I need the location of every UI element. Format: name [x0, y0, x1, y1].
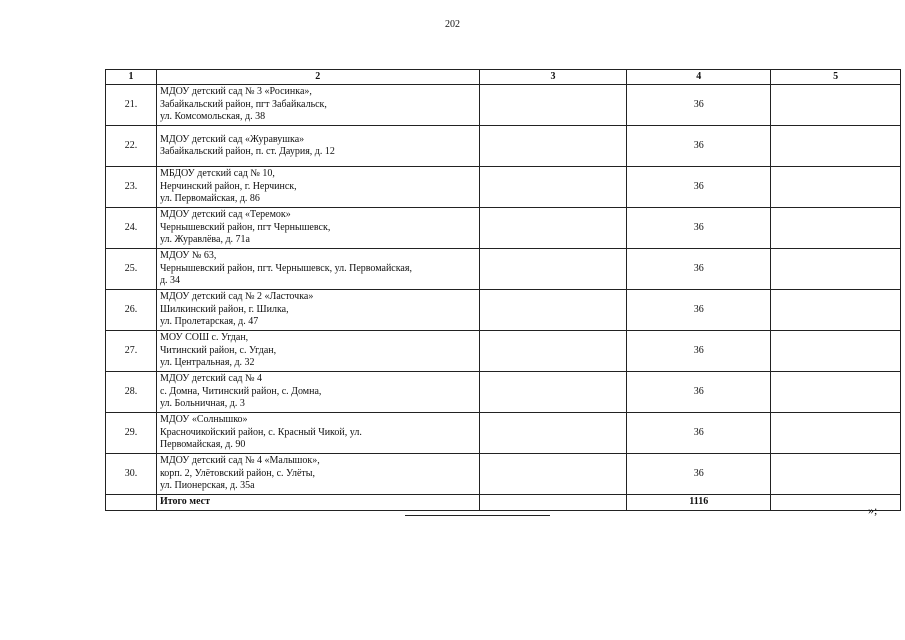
institution-line: Чернышевский район, пгт Чернышевск,: [159, 221, 331, 233]
table-row: [106, 290, 901, 331]
institution-line: ул. Больничная, д. 3: [159, 398, 245, 410]
places-count: 36: [627, 167, 771, 208]
col5-cell: [771, 372, 901, 413]
places-count: 36: [627, 454, 771, 495]
row-number: 23.: [106, 167, 157, 208]
institution-line: Красночикойский район, с. Красный Чикой, ул.: [159, 426, 362, 438]
col3-cell: [479, 249, 627, 290]
places-count: 36: [627, 126, 771, 167]
col3-cell: [479, 290, 627, 331]
institution-line: ул. Пионерская, д. 35а: [159, 480, 255, 492]
separator-line: [405, 515, 550, 516]
institution-cell: [156, 167, 479, 208]
institution-cell: [156, 126, 479, 167]
institution-line: МДОУ детский сад «Журавушка»: [159, 133, 305, 145]
institution-line: Первомайская, д. 90: [159, 439, 246, 451]
table-row: [106, 331, 901, 372]
institution-cell: [156, 413, 479, 454]
column-header-3: 3: [479, 70, 627, 85]
column-header-2: 2: [156, 70, 479, 85]
table-row: [106, 372, 901, 413]
places-table: [105, 69, 901, 511]
institution-line: с. Домна, Читинский район, с. Домна,: [159, 385, 322, 397]
table-row: [106, 126, 901, 167]
institution-line: Чернышевский район, пгт. Чернышевск, ул. Первомайская,: [159, 262, 412, 274]
places-count: 36: [627, 290, 771, 331]
places-count: 36: [627, 413, 771, 454]
row-number: 27.: [106, 331, 157, 372]
institution-line: МБДОУ детский сад № 10,: [159, 168, 275, 180]
total-col3-cell: [479, 495, 627, 511]
total-row: [106, 495, 901, 511]
col3-cell: [479, 413, 627, 454]
col5-cell: [771, 85, 901, 126]
places-count: 36: [627, 372, 771, 413]
row-number: 22.: [106, 126, 157, 167]
institution-line: МОУ СОШ с. Угдан,: [159, 332, 249, 344]
col3-cell: [479, 372, 627, 413]
column-header-1: 1: [106, 70, 157, 85]
institution-line: корп. 2, Улётовский район, с. Улёты,: [159, 467, 315, 479]
places-count: 36: [627, 249, 771, 290]
table-row: [106, 167, 901, 208]
institution-line: ул. Первомайская, д. 86: [159, 193, 260, 205]
institution-cell: [156, 372, 479, 413]
row-number: 24.: [106, 208, 157, 249]
institution-line: ул. Пролетарская, д. 47: [159, 316, 259, 328]
col3-cell: [479, 454, 627, 495]
row-number: 25.: [106, 249, 157, 290]
institution-line: ул. Центральная, д. 32: [159, 357, 255, 369]
row-number: 26.: [106, 290, 157, 331]
col5-cell: [771, 167, 901, 208]
institution-line: Нерчинский район, г. Нерчинск,: [159, 180, 297, 192]
row-number: 30.: [106, 454, 157, 495]
col5-cell: [771, 208, 901, 249]
col5-cell: [771, 126, 901, 167]
column-header-5: 5: [771, 70, 901, 85]
col5-cell: [771, 454, 901, 495]
institution-line: МДОУ «Солнышко»: [159, 414, 248, 426]
institution-line: МДОУ детский сад № 3 «Росинка»,: [159, 86, 312, 98]
col3-cell: [479, 331, 627, 372]
col5-cell: [771, 331, 901, 372]
places-count: 36: [627, 331, 771, 372]
col3-cell: [479, 85, 627, 126]
col3-cell: [479, 126, 627, 167]
col3-cell: [479, 167, 627, 208]
col5-cell: [771, 290, 901, 331]
institution-line: МДОУ детский сад № 4 «Малышок»,: [159, 455, 320, 467]
institution-line: МДОУ детский сад № 2 «Ласточка»: [159, 291, 314, 303]
col5-cell: [771, 249, 901, 290]
total-label: Итого мест: [156, 495, 479, 511]
institution-line: Шилкинский район, г. Шилка,: [159, 303, 289, 315]
institution-cell: [156, 208, 479, 249]
table-row: [106, 413, 901, 454]
institution-line: Забайкальский район, п. ст. Даурия, д. 12: [159, 146, 335, 157]
page-number: 202: [445, 19, 460, 30]
total-num-cell: [106, 495, 157, 511]
table-row: [106, 249, 901, 290]
row-number: 21.: [106, 85, 157, 126]
total-value: 1116: [627, 495, 771, 511]
table-row: [106, 454, 901, 495]
institution-line: МДОУ № 63,: [159, 250, 217, 262]
institution-cell: [156, 85, 479, 126]
institution-cell: [156, 290, 479, 331]
places-count: 36: [627, 208, 771, 249]
institution-line: ул. Журавлёва, д. 71а: [159, 234, 250, 246]
institution-line: Забайкальский район, пгт Забайкальск,: [159, 98, 327, 110]
institution-line: МДОУ детский сад № 4: [159, 373, 263, 385]
col3-cell: [479, 208, 627, 249]
col5-cell: [771, 413, 901, 454]
row-number: 28.: [106, 372, 157, 413]
institution-cell: [156, 454, 479, 495]
column-header-4: 4: [627, 70, 771, 85]
institution-line: МДОУ детский сад «Теремок»: [159, 209, 291, 221]
table-header-row: [106, 70, 901, 85]
institution-line: ул. Комсомольская, д. 38: [159, 111, 266, 123]
institution-cell: [156, 331, 479, 372]
total-col5-cell: [771, 495, 901, 511]
table-row: [106, 85, 901, 126]
closing-quote-mark: »;: [868, 503, 878, 517]
places-count: 36: [627, 85, 771, 126]
institution-cell: [156, 249, 479, 290]
row-number: 29.: [106, 413, 157, 454]
institution-line: Читинский район, с. Угдан,: [159, 344, 277, 356]
institution-line: д. 34: [159, 275, 181, 287]
table-row: [106, 208, 901, 249]
